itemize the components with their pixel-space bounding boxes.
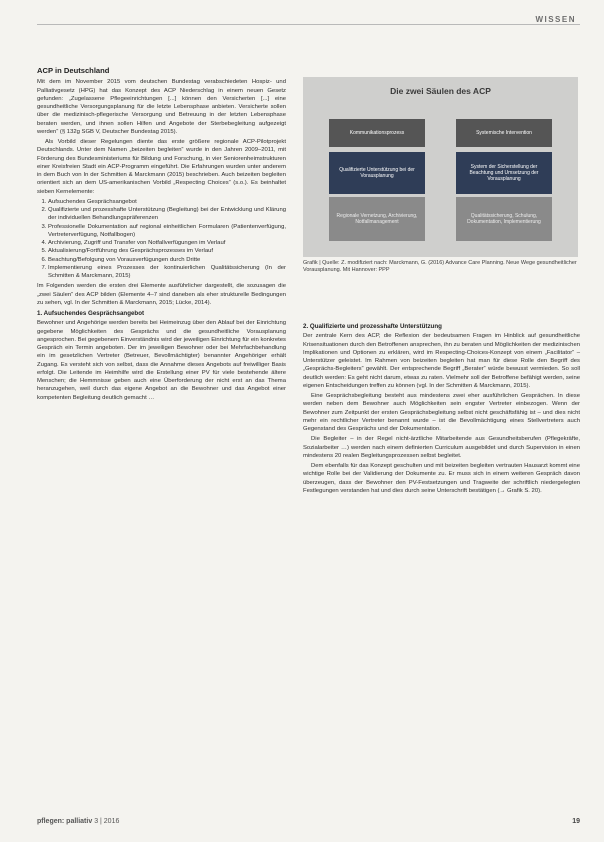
left-pillar-low: Regionale Vernetzung, Archivierung, Notfallmanagement	[329, 197, 425, 241]
figure-title: Die zwei Säulen des ACP	[390, 86, 491, 96]
right-pillar-mid: System der Sicherstellung der Beachtung und Umsetzung der Vorausplanung	[456, 152, 552, 194]
list-item: 4. Archivierung, Zugriff und Transfer von Notfallverfügungen im Verlauf	[48, 239, 286, 247]
header-rule	[37, 24, 580, 25]
list-item: 1. Aufsuchendes Gesprächsangebot	[48, 198, 286, 206]
list-item: 7. Implementierung eines Prozesses der kontinuierlichen Qualitätssicherung (In der Schmitten & Marckmann, 2015)	[48, 264, 286, 281]
section1-text: Bewohner und Angehörige werden bereits bei Heimeinzug über den Ablauf bei der Einrichtung gegebene Möglichkeiten des Gesprächs und die gesundheitliche Vorausplanung angesprochen. Bei gegebenem Einverständnis wird der jeweiligen Einrichtung für ein konkretes Gespräch ein Termin angeboten. Der im jeweiligen Bewohner oder bei Mehrfachbehandlung ein im gesetzlichen Vertreter (Betreuer, Bevollmächtigter) benannter Angehöriger erhält Zugang. Es versteht sich von selbst, dass die Annahme dieses Angebots auf freiwilliger Basis erfolgt. Die Leitende im Heimhilfe wird die Erstellung einer PV für viele bestehende ältere Menschen; die Hemmnisse geben auch eine Überforderung der nicht erst an das Thema heranzugehen, weil durch das eigene Angebot an die Bewohner und das Angebot einer kompetenten Begleitung deutlich gemacht …	[37, 320, 286, 401]
right-pillar-low: Qualitätssicherung, Schulung, Dokumentation, Implementierung	[456, 197, 552, 241]
section2-paragraph-3: Die Begleiter – in der Regel nicht-ärztliche Mitarbeitende aus Gesundheitsberufen (Pflegekräfte, Sozialarbeiter …) werden nach einem definierten Curriculum ausgebildet und durch Supervision in einen mindestens 20 realen Begleitungsprozessen selbst begleitet.	[303, 436, 580, 459]
core-elements-list	[37, 198, 286, 281]
list-item: 2. Qualifizierte und prozesshafte Unterstützung (Begleitung) bei der Entwicklung und Klärung der individuellen Behandlungspräferenzen	[48, 206, 286, 223]
list-item: 5. Aktualisierung/Fortführung des Gesprächsprozesses im Verlauf	[48, 247, 286, 255]
section2-paragraph-2: Eine Gesprächsbegleitung besteht aus mindestens zwei eher ausführlichen Gesprächen. In diese werden neben dem Bewohner auch Möglichkeiten sein engster Vertreter einbezogen. Wenn der Bewohner zum Zeitpunkt der ersten Gesprächsbegleitung selbst nicht geschäftsfähig ist – und dies nicht mehr ein rechtlicher Vertreter benannt wurde – ist die Bevollmächtigung eines Stellvertreters auch Gegenstand des Gesprächs und der Dokumentation.	[303, 393, 580, 432]
figure-caption: Grafik | Quelle: Z. modifiziert nach: Marckmann, G. (2016) Advance Care Planning. Neue Wege gesundheitlicher Vorausplanung. Mit Hannover: PPP	[303, 260, 577, 273]
left-pillar-top: Kommunikationsprozess	[329, 119, 425, 147]
section2-paragraph-4: Dem ebenfalls für das Konzept geschulten und mit beizeiten begleiten vertrauten Hausarzt kommt eine wichtige Rolle bei der Validierung der Dokumente zu. Er muss sich in einem weiteren Gespräch davon überzeugen, dass der Bewohner den PV-Festsetzungen und Tragweite der schriftlich niedergelegten Festlegungen verstanden hat und dies durch seine Unterschrift bestätigen (→ Grafik S. 20).	[303, 463, 580, 494]
footer-journal	[37, 818, 119, 825]
right-column	[303, 320, 580, 497]
journal-name: pflegen: palliativ	[37, 818, 93, 825]
section-rubric: WISSEN	[535, 15, 576, 24]
section2-paragraph-1: Der zentrale Kern des ACP, die Reflexion der bedeutsamen Fragen im Hinblick auf gesundheitliche Krisensituationen durch den Betroffenen ansprechen, ihn zu beraten und Möglichkeiten der medizinischen Implikationen und Optionen zu erklären, wird im Respecting-Choices-Konzept von einem „Facilitator“ – Unterstützer geleistet. Im Rahmen von beizeiten begleiten hat man für diese Rolle den Begriff des „Gesprächs-Begleiters“ gewählt. Der entsprechende Begriff „Berater“ würde bewusst vermieden. So soll deutlich werden: Es geht nicht darum, etwas zu raten. Vielmehr soll der Betroffene befähigt werden, seine eigenen Entscheidungen treffen zu können (vgl. In der Schmitten & Marckmann, 2015).	[303, 333, 580, 389]
page-number: 19	[572, 818, 580, 825]
left-column	[37, 67, 286, 404]
article-heading: ACP in Deutschland	[37, 66, 110, 75]
journal-issue: 3 | 2016	[94, 818, 120, 825]
intro-paragraph-1: Mit dem im November 2015 vom deutschen Bundestag verabschiedeten Hospiz- und Palliativgesetz (HPG) hat das Konzept des ACP Niederschlag in einem neuen Gesetz gefunden: „Zugelassene Pflegeeinrichtungen [...] können den Versicherten [...] eine gesundheitliche Versorgungsplanung für die letzte Lebensphase anbieten. Versicherte sollen über die medizinisch-pflegerische Versorgung und Betreuung in der letzten Lebensphase beraten werden, und ihnen sollen Hilfen und Angebote der Sterbebegleitung aufgezeigt werden“ (§ 132g SGB V, Deutscher Bundestag 2015).	[37, 79, 286, 135]
section2-heading: 2. Qualifizierte und prozesshafte Unterstützung	[303, 323, 442, 330]
right-pillar-top: Systemische Intervention	[456, 119, 552, 147]
list-item: 3. Professionelle Dokumentation auf regional einheitlichen Formularen (Patientenverfügung, Vertreterverfügung, Notfallbogen)	[48, 223, 286, 240]
left-pillar-mid: Qualifizierte Unterstützung bei der Vorausplanung	[329, 152, 425, 194]
list-item: 6. Beachtung/Befolgung von Vorausverfügungen durch Dritte	[48, 256, 286, 264]
after-list-paragraph: Im Folgenden werden die ersten drei Elemente ausführlicher dargestellt, die sozusagen die „zwei Säulen“ des ACP bilden (Elemente 4–7 sind daneben als eher strukturelle Bedingungen zu sehen, vgl. In der Schmitten & Marckmann, 2015; Lücke, 2014).	[37, 283, 286, 306]
intro-paragraph-2: Als Vorbild dieser Regelungen diente das erste größere regionale ACP-Pilotprojekt Deutschlands. Unter dem Namen „beizeiten begleiten“ wurde in den Jahren 2009–2011, mit Förderung des Bundesministeriums für Bildung und Forschung, in vier Seniorenheimstrukturen einer Kreisfreien Stadt ein ACP-Programm eingeführt. Die Erfahrungen wurden unter anderem in dem Buch von In der Schmitten & Marckmann (2015) beschrieben. Auch beizeiten begleiten orientiert sich an dem US-amerikanischen Vorbild „Respecting Choices“ (s.o.). Es beinhaltet sieben Kernelemente:	[37, 139, 286, 195]
section1-heading: 1. Aufsuchendes Gesprächsangebot	[37, 310, 145, 317]
acp-pillars-figure	[303, 77, 578, 257]
